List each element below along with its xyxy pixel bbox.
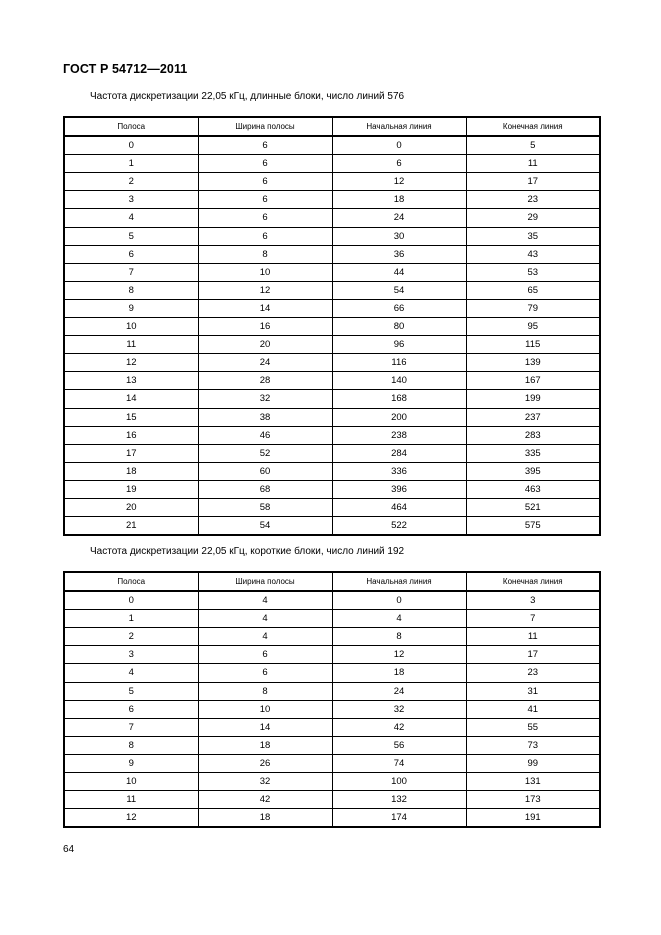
table-header-row — [64, 572, 600, 591]
table-header-row — [64, 117, 600, 136]
cell-end-line: 3 — [466, 591, 600, 610]
cell-band-width: 32 — [198, 390, 332, 408]
cell-start-line: 8 — [332, 628, 466, 646]
cell-band: 18 — [64, 462, 198, 480]
column-header-start-line: Начальная линия — [332, 572, 466, 591]
cell-band: 7 — [64, 718, 198, 736]
table-row — [64, 408, 600, 426]
cell-band: 8 — [64, 281, 198, 299]
table-row — [64, 591, 600, 610]
cell-start-line: 42 — [332, 718, 466, 736]
table-row — [64, 227, 600, 245]
cell-start-line: 4 — [332, 610, 466, 628]
cell-band: 12 — [64, 809, 198, 828]
table-row — [64, 628, 600, 646]
column-header-band-width: Ширина полосы — [198, 572, 332, 591]
cell-end-line: 115 — [466, 336, 600, 354]
table-row — [64, 646, 600, 664]
cell-end-line: 463 — [466, 480, 600, 498]
cell-end-line: 65 — [466, 281, 600, 299]
cell-end-line: 31 — [466, 682, 600, 700]
cell-end-line: 139 — [466, 354, 600, 372]
cell-start-line: 44 — [332, 263, 466, 281]
cell-band-width: 14 — [198, 299, 332, 317]
cell-band: 0 — [64, 591, 198, 610]
cell-end-line: 79 — [466, 299, 600, 317]
cell-end-line: 29 — [466, 209, 600, 227]
cell-band: 3 — [64, 191, 198, 209]
table-row — [64, 682, 600, 700]
cell-band: 5 — [64, 227, 198, 245]
table-row — [64, 610, 600, 628]
cell-start-line: 12 — [332, 173, 466, 191]
cell-band: 15 — [64, 408, 198, 426]
column-header-band: Полоса — [64, 572, 198, 591]
cell-start-line: 0 — [332, 136, 466, 155]
cell-start-line: 74 — [332, 754, 466, 772]
cell-band: 11 — [64, 336, 198, 354]
table-row — [64, 718, 600, 736]
table-row — [64, 444, 600, 462]
cell-band-width: 6 — [198, 664, 332, 682]
cell-start-line: 32 — [332, 700, 466, 718]
cell-band: 0 — [64, 136, 198, 155]
cell-band: 7 — [64, 263, 198, 281]
cell-band: 16 — [64, 426, 198, 444]
cell-start-line: 66 — [332, 299, 466, 317]
cell-end-line: 23 — [466, 664, 600, 682]
cell-band-width: 18 — [198, 809, 332, 828]
table-row — [64, 173, 600, 191]
cell-band-width: 6 — [198, 191, 332, 209]
cell-band: 5 — [64, 682, 198, 700]
cell-band: 1 — [64, 155, 198, 173]
table-row — [64, 263, 600, 281]
cell-start-line: 80 — [332, 318, 466, 336]
cell-band-width: 28 — [198, 372, 332, 390]
cell-start-line: 18 — [332, 664, 466, 682]
cell-band: 12 — [64, 354, 198, 372]
cell-end-line: 11 — [466, 628, 600, 646]
cell-start-line: 238 — [332, 426, 466, 444]
cell-band-width: 4 — [198, 628, 332, 646]
cell-band-width: 4 — [198, 610, 332, 628]
table-caption-short-blocks: Частота дискретизации 22,05 кГц, короткие блоки, число линий 192 — [90, 546, 405, 557]
cell-end-line: 173 — [466, 791, 600, 809]
table-row — [64, 191, 600, 209]
column-header-end-line: Конечная линия — [466, 572, 600, 591]
cell-band-width: 54 — [198, 517, 332, 536]
table-long-blocks — [63, 116, 601, 536]
cell-start-line: 54 — [332, 281, 466, 299]
table-caption-long-blocks: Частота дискретизации 22,05 кГц, длинные блоки, число линий 576 — [90, 91, 405, 102]
cell-start-line: 396 — [332, 480, 466, 498]
cell-start-line: 100 — [332, 773, 466, 791]
cell-start-line: 140 — [332, 372, 466, 390]
cell-end-line: 53 — [466, 263, 600, 281]
cell-end-line: 335 — [466, 444, 600, 462]
cell-end-line: 237 — [466, 408, 600, 426]
cell-end-line: 521 — [466, 498, 600, 516]
cell-band-width: 10 — [198, 700, 332, 718]
table-row — [64, 498, 600, 516]
cell-band: 9 — [64, 754, 198, 772]
column-header-band-width: Ширина полосы — [198, 117, 332, 136]
cell-start-line: 6 — [332, 155, 466, 173]
cell-start-line: 132 — [332, 791, 466, 809]
cell-start-line: 168 — [332, 390, 466, 408]
cell-end-line: 43 — [466, 245, 600, 263]
cell-end-line: 41 — [466, 700, 600, 718]
cell-end-line: 5 — [466, 136, 600, 155]
cell-band-width: 26 — [198, 754, 332, 772]
table-row — [64, 281, 600, 299]
cell-band: 4 — [64, 664, 198, 682]
cell-band-width: 8 — [198, 682, 332, 700]
table-row — [64, 390, 600, 408]
cell-start-line: 116 — [332, 354, 466, 372]
cell-band-width: 68 — [198, 480, 332, 498]
table-row — [64, 664, 600, 682]
cell-start-line: 30 — [332, 227, 466, 245]
cell-end-line: 23 — [466, 191, 600, 209]
cell-band: 4 — [64, 209, 198, 227]
cell-start-line: 464 — [332, 498, 466, 516]
cell-band: 21 — [64, 517, 198, 536]
cell-band: 2 — [64, 628, 198, 646]
cell-start-line: 284 — [332, 444, 466, 462]
cell-end-line: 11 — [466, 155, 600, 173]
table-row — [64, 517, 600, 536]
column-header-start-line: Начальная линия — [332, 117, 466, 136]
cell-start-line: 200 — [332, 408, 466, 426]
cell-end-line: 167 — [466, 372, 600, 390]
cell-band: 6 — [64, 245, 198, 263]
cell-band-width: 6 — [198, 209, 332, 227]
cell-band-width: 6 — [198, 136, 332, 155]
cell-end-line: 73 — [466, 736, 600, 754]
cell-start-line: 336 — [332, 462, 466, 480]
cell-band: 6 — [64, 700, 198, 718]
cell-start-line: 24 — [332, 209, 466, 227]
cell-band-width: 6 — [198, 646, 332, 664]
cell-end-line: 395 — [466, 462, 600, 480]
cell-band-width: 60 — [198, 462, 332, 480]
cell-end-line: 17 — [466, 173, 600, 191]
table-row — [64, 462, 600, 480]
table-row — [64, 245, 600, 263]
table-row — [64, 299, 600, 317]
page-number: 64 — [63, 844, 75, 855]
cell-band-width: 58 — [198, 498, 332, 516]
cell-band-width: 12 — [198, 281, 332, 299]
cell-band-width: 42 — [198, 791, 332, 809]
cell-band: 9 — [64, 299, 198, 317]
cell-end-line: 283 — [466, 426, 600, 444]
table-row — [64, 136, 600, 155]
table-row — [64, 372, 600, 390]
table-row — [64, 700, 600, 718]
cell-end-line: 55 — [466, 718, 600, 736]
cell-start-line: 0 — [332, 591, 466, 610]
table-row — [64, 809, 600, 828]
cell-band: 17 — [64, 444, 198, 462]
cell-start-line: 174 — [332, 809, 466, 828]
cell-band-width: 24 — [198, 354, 332, 372]
cell-band: 13 — [64, 372, 198, 390]
cell-band-width: 38 — [198, 408, 332, 426]
table-row — [64, 209, 600, 227]
table-short-blocks — [63, 571, 601, 828]
cell-band: 1 — [64, 610, 198, 628]
cell-band-width: 8 — [198, 245, 332, 263]
cell-end-line: 7 — [466, 610, 600, 628]
table-row — [64, 736, 600, 754]
table-row — [64, 155, 600, 173]
table-row — [64, 336, 600, 354]
cell-band-width: 6 — [198, 173, 332, 191]
cell-start-line: 24 — [332, 682, 466, 700]
cell-band: 19 — [64, 480, 198, 498]
cell-band-width: 46 — [198, 426, 332, 444]
table-row — [64, 791, 600, 809]
cell-end-line: 191 — [466, 809, 600, 828]
cell-band-width: 18 — [198, 736, 332, 754]
cell-band: 10 — [64, 773, 198, 791]
cell-band: 11 — [64, 791, 198, 809]
cell-end-line: 199 — [466, 390, 600, 408]
cell-start-line: 36 — [332, 245, 466, 263]
cell-band: 2 — [64, 173, 198, 191]
cell-end-line: 95 — [466, 318, 600, 336]
table-row — [64, 426, 600, 444]
cell-end-line: 35 — [466, 227, 600, 245]
cell-band-width: 52 — [198, 444, 332, 462]
table-row — [64, 754, 600, 772]
column-header-band: Полоса — [64, 117, 198, 136]
cell-band: 14 — [64, 390, 198, 408]
cell-end-line: 131 — [466, 773, 600, 791]
cell-band-width: 10 — [198, 263, 332, 281]
cell-band-width: 6 — [198, 155, 332, 173]
cell-band: 20 — [64, 498, 198, 516]
column-header-end-line: Конечная линия — [466, 117, 600, 136]
cell-start-line: 522 — [332, 517, 466, 536]
table-row — [64, 354, 600, 372]
cell-start-line: 56 — [332, 736, 466, 754]
cell-end-line: 575 — [466, 517, 600, 536]
cell-end-line: 17 — [466, 646, 600, 664]
cell-band-width: 16 — [198, 318, 332, 336]
cell-start-line: 96 — [332, 336, 466, 354]
cell-band-width: 32 — [198, 773, 332, 791]
cell-band: 8 — [64, 736, 198, 754]
cell-band: 3 — [64, 646, 198, 664]
cell-start-line: 12 — [332, 646, 466, 664]
cell-band-width: 6 — [198, 227, 332, 245]
document-header: ГОСТ Р 54712—2011 — [63, 62, 188, 76]
cell-band: 10 — [64, 318, 198, 336]
cell-band-width: 14 — [198, 718, 332, 736]
cell-band-width: 20 — [198, 336, 332, 354]
table-row — [64, 773, 600, 791]
cell-end-line: 99 — [466, 754, 600, 772]
table-row — [64, 480, 600, 498]
cell-start-line: 18 — [332, 191, 466, 209]
table-row — [64, 318, 600, 336]
cell-band-width: 4 — [198, 591, 332, 610]
